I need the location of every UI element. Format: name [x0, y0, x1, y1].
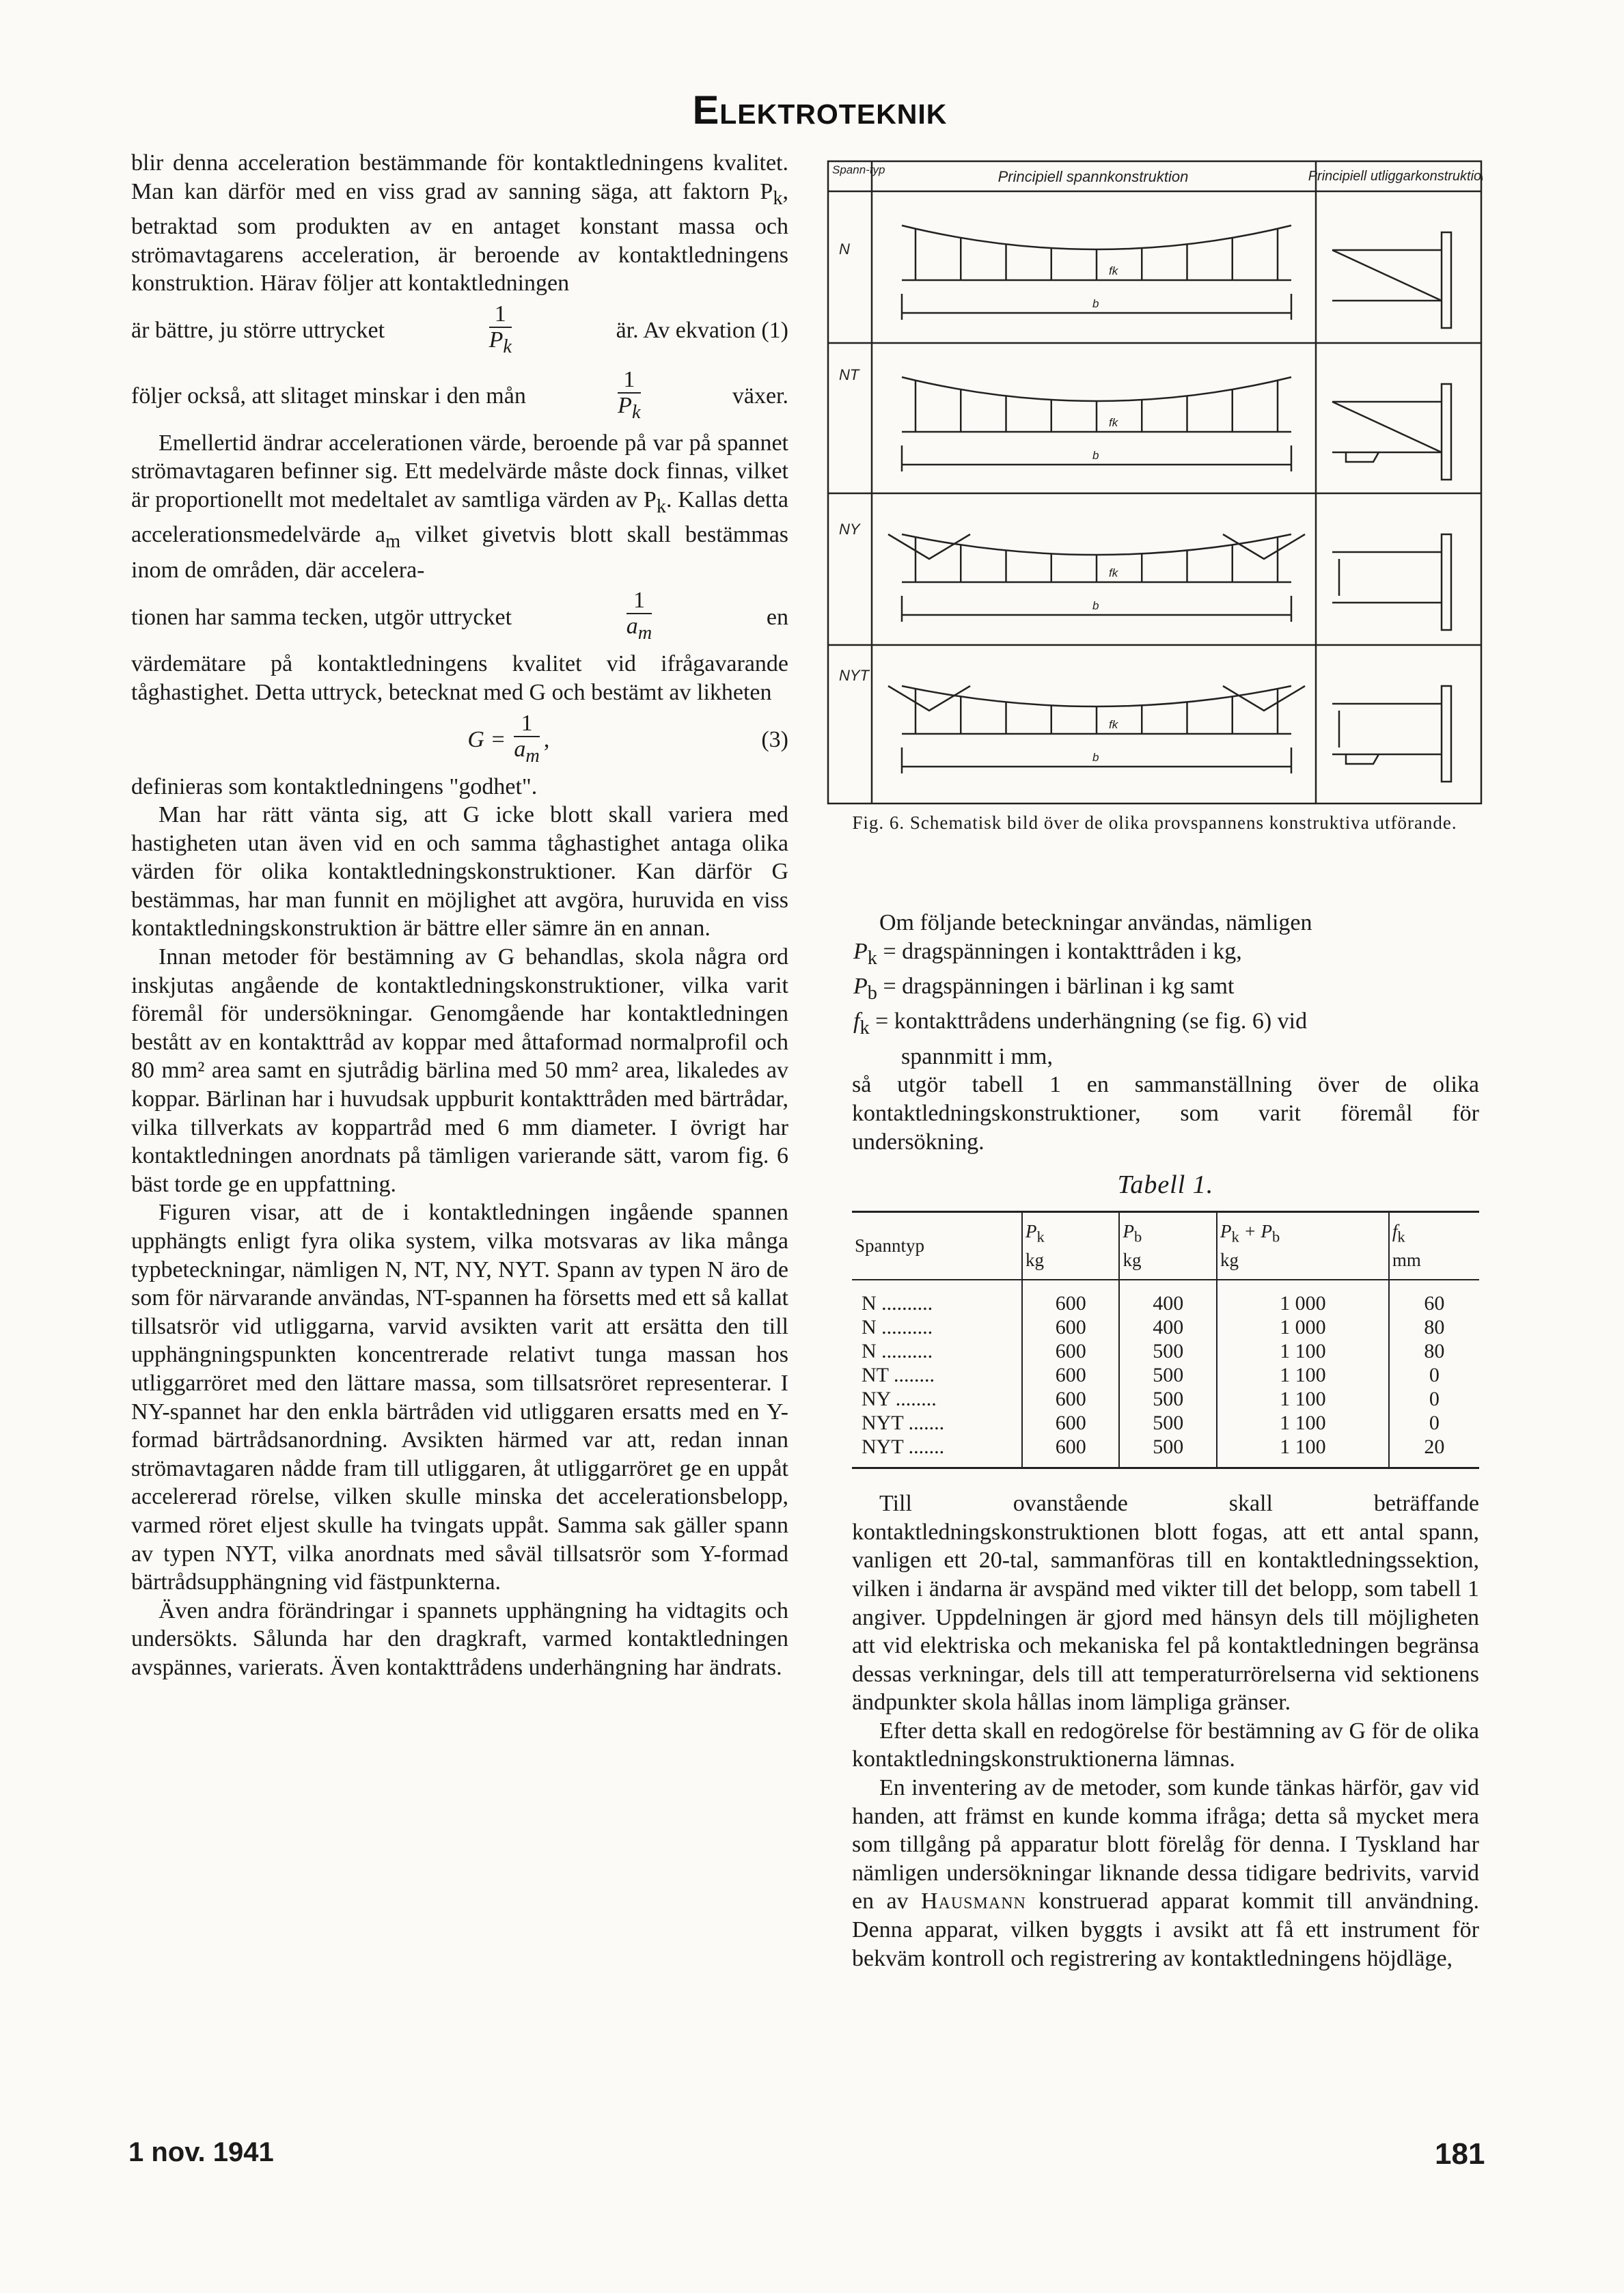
span-type-label: NYT: [839, 667, 869, 684]
y-hanger: [888, 534, 970, 559]
figure-row-n: [839, 225, 1451, 328]
figure-row-ny: [839, 521, 1451, 630]
table-1: [852, 1211, 1479, 1469]
table-cell: 1 100: [1217, 1339, 1389, 1363]
table-row: [852, 1315, 1479, 1339]
col-header-pb: $P_b$ kg: [1119, 1211, 1216, 1280]
cell-spanntyp: N ..........: [862, 1340, 933, 1363]
table-cell: 500: [1119, 1411, 1216, 1435]
cell-spanntyp: N ..........: [862, 1316, 933, 1339]
table-cell: 0: [1389, 1363, 1479, 1387]
figure-header-arm: Principiell utliggarkonstruktion: [1308, 169, 1483, 184]
span-type-label: NY: [839, 521, 860, 538]
cell-spanntyp: NYT .......: [852, 1435, 1022, 1468]
paragraph: Figuren visar, att de i kontaktledningen ingående spannen upphängts enligt fyra olika system, vilka motsvaras av lika många typbeteckningar, nämligen N, NT, NY, NYT. Spann av typen N äro de som för närvarande användas, NT-spannen ha försetts med ett så kallat tillsatsrör vid utliggarna, varvid avsikten varit att ersätta den till upphängningspunkten koncentrerade relativt tunga massan hos utliggarröret med den lättare massa, som tillsatsröret representerar. I NY-spannet har den enkla bärtråden vid utliggaren ersatts med en Y-formad bärtrådsanordning. Avsikten härmed var att, redan innan strömavtagaren nådde fram till utliggaren, åt utliggarröret ge en uppåt accelererad rörelse, vilken skulle minska det accelerationsbelopp, varmed röret eljest skulle ha tvingats uppåt. Samma sak gäller spann av typen NYT, vilka anordnats med såväl tillsatsrör som Y-formad bärtrådsupphängning vid fästpunkterna.: [131, 1200, 788, 1595]
table-cell: 1 000: [1217, 1315, 1389, 1339]
formula-line: tionen har samma tecken, utgör uttrycket $\frac{1}{a_m}$ en: [131, 584, 788, 650]
definition-fk-cont: spannmitt i mm,: [901, 1043, 1053, 1069]
symbol-definitions: [852, 937, 1479, 1071]
equation-number: (3): [761, 726, 788, 752]
left-column: [131, 149, 788, 1682]
author-name: Hausmann: [920, 1889, 1026, 1914]
table-cell: 0: [1389, 1387, 1479, 1411]
table-row: [852, 1387, 1479, 1411]
table-cell: 600: [1022, 1339, 1119, 1363]
table-cell: 400: [1119, 1315, 1216, 1339]
paragraph: definieras som kontaktledningens "godhet".: [131, 773, 538, 799]
cell-spanntyp: N ..........: [862, 1292, 933, 1315]
table-cell: 500: [1119, 1339, 1216, 1363]
table-row: [852, 1339, 1479, 1363]
definition-pk: $P_k$ = dragspänningen i kontakttråden i kg,: [853, 938, 1242, 969]
table-cell: 600: [1022, 1411, 1119, 1435]
cell-spanntyp: NT ........: [862, 1364, 935, 1387]
definition-fk: $f_k$ = kontakttrådens underhängning (se fig. 6) vid: [853, 1008, 1308, 1039]
table-cell: 600: [1022, 1387, 1119, 1411]
table-cell: 1 100: [1217, 1435, 1389, 1468]
section-header: Elektroteknik: [692, 88, 948, 133]
paragraph: blir denna acceleration bestämmande för kontaktledningens kvalitet. Man kan därför med en viss grad av sanning säga, att faktorn $P_k$, betraktad som produkten av en antaget konstant massa och strömavtagarens acceleration, är beroende av kontaktledningens konstruktion. Härav följer att kontaktledningen: [131, 150, 788, 297]
table-row: [852, 1435, 1479, 1468]
fraction: $\frac{1}{P_k}$: [488, 301, 512, 357]
right-column: [852, 909, 1479, 1973]
cell-spanntyp: NYT .......: [862, 1412, 945, 1435]
footer-date: 1 nov. 1941: [128, 2137, 274, 2167]
table-cell: 500: [1119, 1435, 1216, 1468]
figure-6: [827, 160, 1483, 806]
col-header-pk-pb: $P_k + P_b$ kg: [1217, 1211, 1389, 1280]
paragraph: Till ovanstående skall beträffande kontaktledningskonstruktionen blott fogas, att ett antal spann, vanligen ett 20-tal, sammanföras till en kontaktledningssektion, vilken i ändarna är avspänd med vikter till det belopp, som tabell 1 angiver. Uppdelningen är gjord med hänsyn dels till möjligheten att vid elektriska och mekaniska fel på kontaktledningen begränsa dessas verkningar, dels till att temperaturrörelserna vid sektionens ändpunkter skola hållas inom lämpliga gränser.: [852, 1491, 1479, 1716]
table-cell: 1 000: [1217, 1280, 1389, 1315]
b-label: b: [1092, 751, 1099, 764]
table-cell: 600: [1022, 1315, 1119, 1339]
paragraph: En inventering av de metoder, som kunde tänkas härför, gav vid handen, att främst en kunde komma ifråga; detta så mycket mera som tillgång på apparatur blott förelåg för denna. I Tyskland har nämligen undersökningar liknande dessa tidigare bedrivits, varvid en av Hausmann konstruerad apparat kommit till användning. Denna apparat, vilken byggts i avsikt att få ett instrument för bekväm kontroll och registrering av kontaktledningens höjdläge,: [852, 1775, 1479, 1971]
figure-header-type: Spann-typ: [832, 163, 885, 176]
mast: [1442, 384, 1451, 480]
table-cell: 1 100: [1217, 1411, 1389, 1435]
paragraph: Emellertid ändrar accelerationen värde, beroende på var på spannet strömavtagaren befinner sig. Ett medelvärde måste dock finnas, vilket är proportionellt mot medeltalet av samtliga värden av $P_k$. Kallas detta accelerationsmedelvärde $a_m$ vilket givetvis blott skall bestämmas inom de områden, där accelera-: [131, 430, 789, 583]
col-header-fk: $f_k$ mm: [1389, 1211, 1479, 1280]
figure-row-nyt: [839, 667, 1451, 782]
table-row: [852, 1363, 1479, 1387]
fraction: $\frac{1}{a_m}$: [514, 710, 540, 767]
table-cell: 600: [1022, 1280, 1119, 1315]
figure-header-span: Principiell spannkonstruktion: [997, 168, 1189, 185]
page-number: 181: [1435, 2137, 1485, 2171]
mast: [1442, 534, 1451, 630]
table-cell: 60: [1389, 1280, 1479, 1315]
fk-label: fk: [1109, 718, 1118, 731]
table-cell: 600: [1022, 1435, 1119, 1468]
b-label: b: [1092, 599, 1099, 612]
paragraph: så utgör tabell 1 en sammanställning över de olika kontaktledningskonstruktioner, som varit föremål för undersökning.: [852, 1072, 1479, 1155]
span-type-label: NT: [839, 366, 859, 383]
table-cell: 80: [1389, 1315, 1479, 1339]
fraction: $\frac{1}{a_m}$: [626, 588, 652, 644]
additional-tube: [1346, 452, 1379, 462]
paragraph: Om följande beteckningar användas, nämligen: [879, 910, 1312, 935]
formula-line: är bättre, ju större uttrycket $\frac{1}{P_k}$ är. Av ekvation (1): [131, 298, 788, 363]
paragraph: värdemätare på kontaktledningens kvalitet vid ifrågavarande tåghastighet. Detta uttryck, betecknat med G och bestämt av likheten: [131, 651, 788, 705]
mast: [1442, 686, 1451, 782]
b-label: b: [1092, 297, 1099, 310]
paragraph: Efter detta skall en redogörelse för bestämning av G för de olika kontaktledningskonstruktionerna lämnas.: [852, 1718, 1479, 1772]
paragraph: Även andra förändringar i spannets upphängning ha vidtagits och undersökts. Sålunda har den dragkraft, varmed kontaktledningen avspännes, varierats. Även kontakttrådens underhängning har ändrats.: [131, 1597, 788, 1680]
table-cell: 500: [1119, 1363, 1216, 1387]
mast: [1442, 232, 1451, 328]
figure-row-nt: [839, 366, 1451, 480]
col-header-pk: $P_k$ kg: [1022, 1211, 1119, 1280]
y-hanger: [888, 686, 970, 711]
fk-label: fk: [1109, 416, 1118, 429]
fk-label: fk: [1109, 264, 1118, 277]
fraction: $\frac{1}{P_k}$: [618, 366, 641, 423]
figure-caption: Fig. 6. Schematisk bild över de olika provspannens konstruktiva utförande.: [852, 812, 1457, 833]
table-cell: 0: [1389, 1411, 1479, 1435]
table-cell: 400: [1119, 1280, 1216, 1315]
fk-label: fk: [1109, 566, 1118, 579]
table-cell: 600: [1022, 1363, 1119, 1387]
cell-spanntyp: NY ........: [862, 1388, 937, 1411]
table-row: [852, 1280, 1479, 1315]
table-title: Tabell 1.: [1117, 1170, 1214, 1200]
table-cell: 1 100: [1217, 1363, 1389, 1387]
table-cell: 1 100: [1217, 1387, 1389, 1411]
equation-3: G = $\frac{1}{a_m}$ , (3): [131, 707, 788, 773]
table-cell: 500: [1119, 1387, 1216, 1411]
y-hanger: [1223, 686, 1305, 711]
table-cell: 80: [1389, 1339, 1479, 1363]
formula-line: följer också, att slitaget minskar i den mån $\frac{1}{P_k}$ växer.: [131, 363, 788, 429]
definition-pb: $P_b$ = dragspänningen i bärlinan i kg samt: [853, 973, 1235, 1004]
span-construction-diagram: [827, 160, 1483, 806]
col-header-spanntyp: Spanntyp: [852, 1211, 1022, 1280]
paragraph: Innan metoder för bestämning av G behandlas, skola några ord inskjutas angående de kontaktledningskonstruktioner, vilka varit föremål för undersökningar. Genomgående har kontaktledningen bestått av en kontakttråd av koppar med åttaformad normalprofil och 80 mm² area samt en sjutrådig bärlina med 50 mm² area, likaledes av koppar. Bärlinan har i huvudsak uppburit kontakttråden med bärtrådar, vilka tillverkats av koppartråd med 6 mm diameter. I övrigt har kontaktledningen anordnats på tämligen varierande sätt, varom fig. 6 bäst torde ge en uppfattning.: [131, 944, 788, 1197]
span-type-label: N: [839, 241, 850, 258]
y-hanger: [1223, 534, 1305, 559]
b-label: b: [1092, 449, 1099, 462]
table-cell: 20: [1389, 1435, 1479, 1468]
additional-tube: [1346, 754, 1379, 764]
paragraph: Man har rätt vänta sig, att G icke blott skall variera med hastigheten utan även vid en och samma tåghastighet antaga olika värden för olika kontaktledningskonstruktioner. Kan därför G bestämmas, har man funnit en möjlighet att avgöra, huruvida en viss kontaktledningskonstruktion är bättre eller sämre än en annan.: [131, 802, 788, 942]
table-row: [852, 1411, 1479, 1435]
